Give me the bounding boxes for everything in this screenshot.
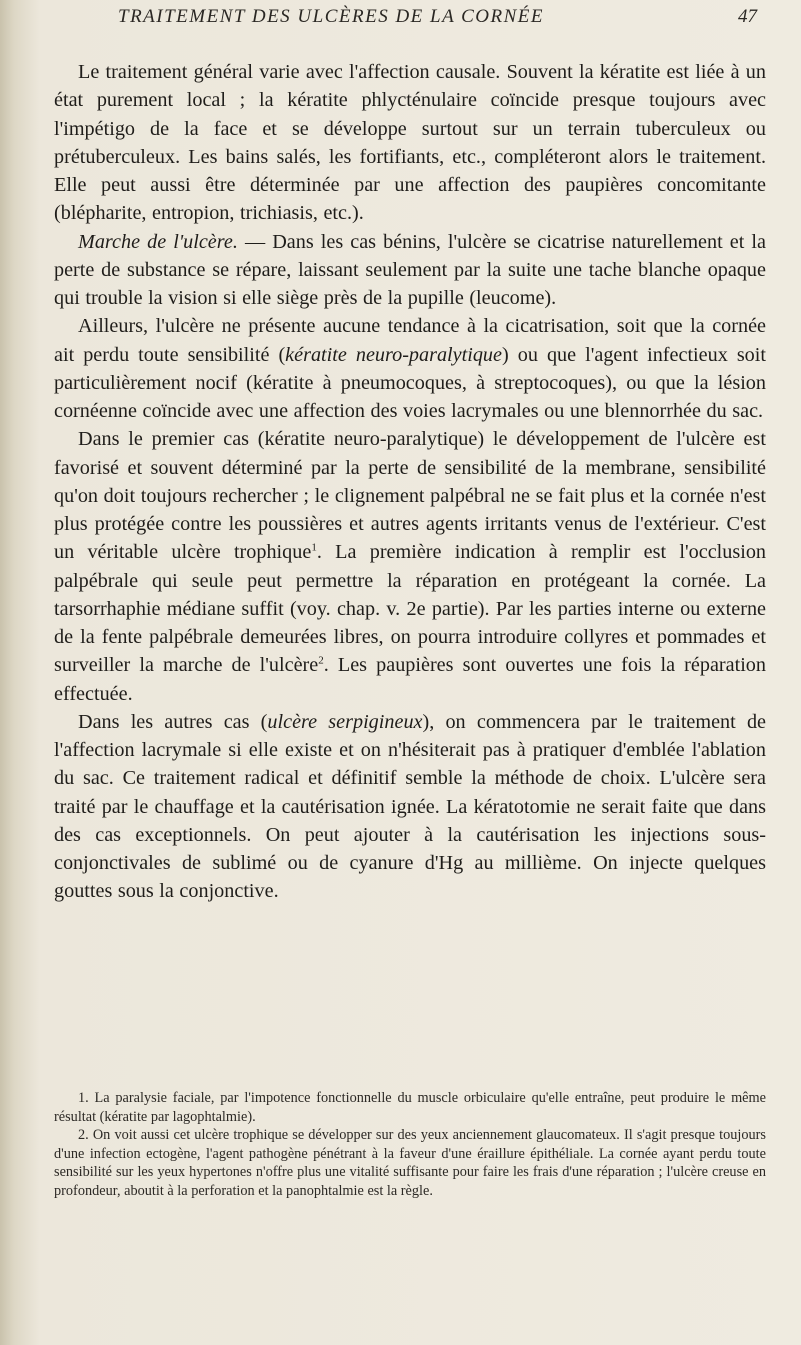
text-run: Ailleurs, l'ulcère ne présente aucune tendance à la cicatrisation, soit que la cornée ait perdu toute sensibilité (: [54, 315, 766, 366]
paragraph: [54, 228, 766, 313]
italic-text: kératite neuro-paralytique: [285, 343, 502, 366]
text-run: ), on commencera par le traitement de l'affection lacrymale si elle existe et on n'hésiterait pas à pratiquer d'emblée l'ablation du sac. Ce traitement radical et définitif semble la méthode de choix. L'ulcère sera traité par le chauffage et la cautérisation ignée. La kératotomie ne serait faite que dans des cas exceptionnels. On peut ajouter à la cautérisation les injections sous-conjonctivales de sublimé ou de cyanure d'Hg au millième. On injecte quelques gouttes sous la conjonctive.: [54, 710, 766, 903]
footnote-2: 2. On voit aussi cet ulcère trophique se développer sur des yeux anciennement glaucomateux. Il s'agit presque toujours d'une infection ectogène, l'agent pathogène pénétrant à la faveur d'une éraillure épithéliale. La cornée ayant perdu toute sensibilité sur les yeux hypertones n'offre plus une vitalité suffisante pour faire les frais d'une réparation ; l'ulcère creuse en profondeur, aboutit à la perforation et la panophtalmie est la règle.: [54, 1127, 766, 1199]
text-run: Dans les autres cas (: [78, 710, 268, 733]
paragraph: [54, 58, 766, 228]
running-title: TRAITEMENT DES ULCÈRES DE LA CORNÉE: [118, 6, 545, 27]
text-run: — Dans les cas bénins, l'ulcère se cicatrise naturellement et la perte de substance se répare, laissant seulement par la suite une tache blanche opaque qui trouble la vision si elle siège près de la pupille (leucome).: [54, 230, 766, 309]
italic-text: ulcère serpigineux: [267, 710, 423, 733]
footnote-marker: 1: [311, 541, 317, 554]
text-run: . Les paupières sont ouvertes une fois la réparation effectuée.: [54, 654, 766, 705]
text-run: . La première indication à remplir est l'occlusion palpébrale qui seule peut permettre la réparation en protégeant la cornée. La tarsorrhaphie médiane suffit (voy. chap. v. 2e partie). Par les parties interne ou externe de la fente palpébrale demeurées libres, on pourra introduire collyres et pommades et surveiller la marche de l'ulcère: [54, 541, 767, 677]
paragraph: [54, 425, 766, 708]
text-run: Dans le premier cas (kératite neuro-paralytique) le développement de l'ulcère est favorisé et souvent déterminé par la perte de sensibilité de la membrane, sensibilité qu'on doit toujours rechercher ; le clignement palpébral ne se fait plus et la cornée n'est plus protégée contre les poussières et autres agents irritants venus de l'extérieur. C'est un véritable ulcère trophique: [54, 428, 766, 564]
text-run: Le traitement général varie avec l'affection causale. Souvent la kératite est liée à un état purement local ; la kératite phlycténulaire coïncide presque toujours avec l'impétigo de la face et se développe surtout sur un terrain tuberculeux ou prétuberculeux. Les bains salés, les fortifiants, etc., compléteront alors le traitement. Elle peut aussi être déterminée par une affection des paupières concomitante (blépharite, entropion, trichiasis, etc.).: [54, 61, 766, 225]
text-run: ) ou que l'agent infectieux soit particulièrement nocif (kératite à pneumocoques, à streptocoques), ou que la lésion cornéenne coïncide avec une affection des voies lacrymales ou une blennorrhée du sac.: [54, 343, 766, 422]
page-header: [0, 2, 801, 32]
footnote-1: 1. La paralysie faciale, par l'impotence fonctionnelle du muscle orbiculaire qu'elle entraîne, peut produire le même résultat (kératite par lagophtalmie).: [54, 1090, 766, 1125]
italic-text: Marche de l'ulcère.: [78, 230, 238, 253]
page-number: 47: [738, 6, 757, 27]
footnotes: [54, 1089, 766, 1200]
footnote-marker: 2: [318, 654, 324, 667]
paragraph: [54, 312, 766, 425]
paragraph: [54, 708, 766, 906]
body-text: [54, 58, 766, 906]
